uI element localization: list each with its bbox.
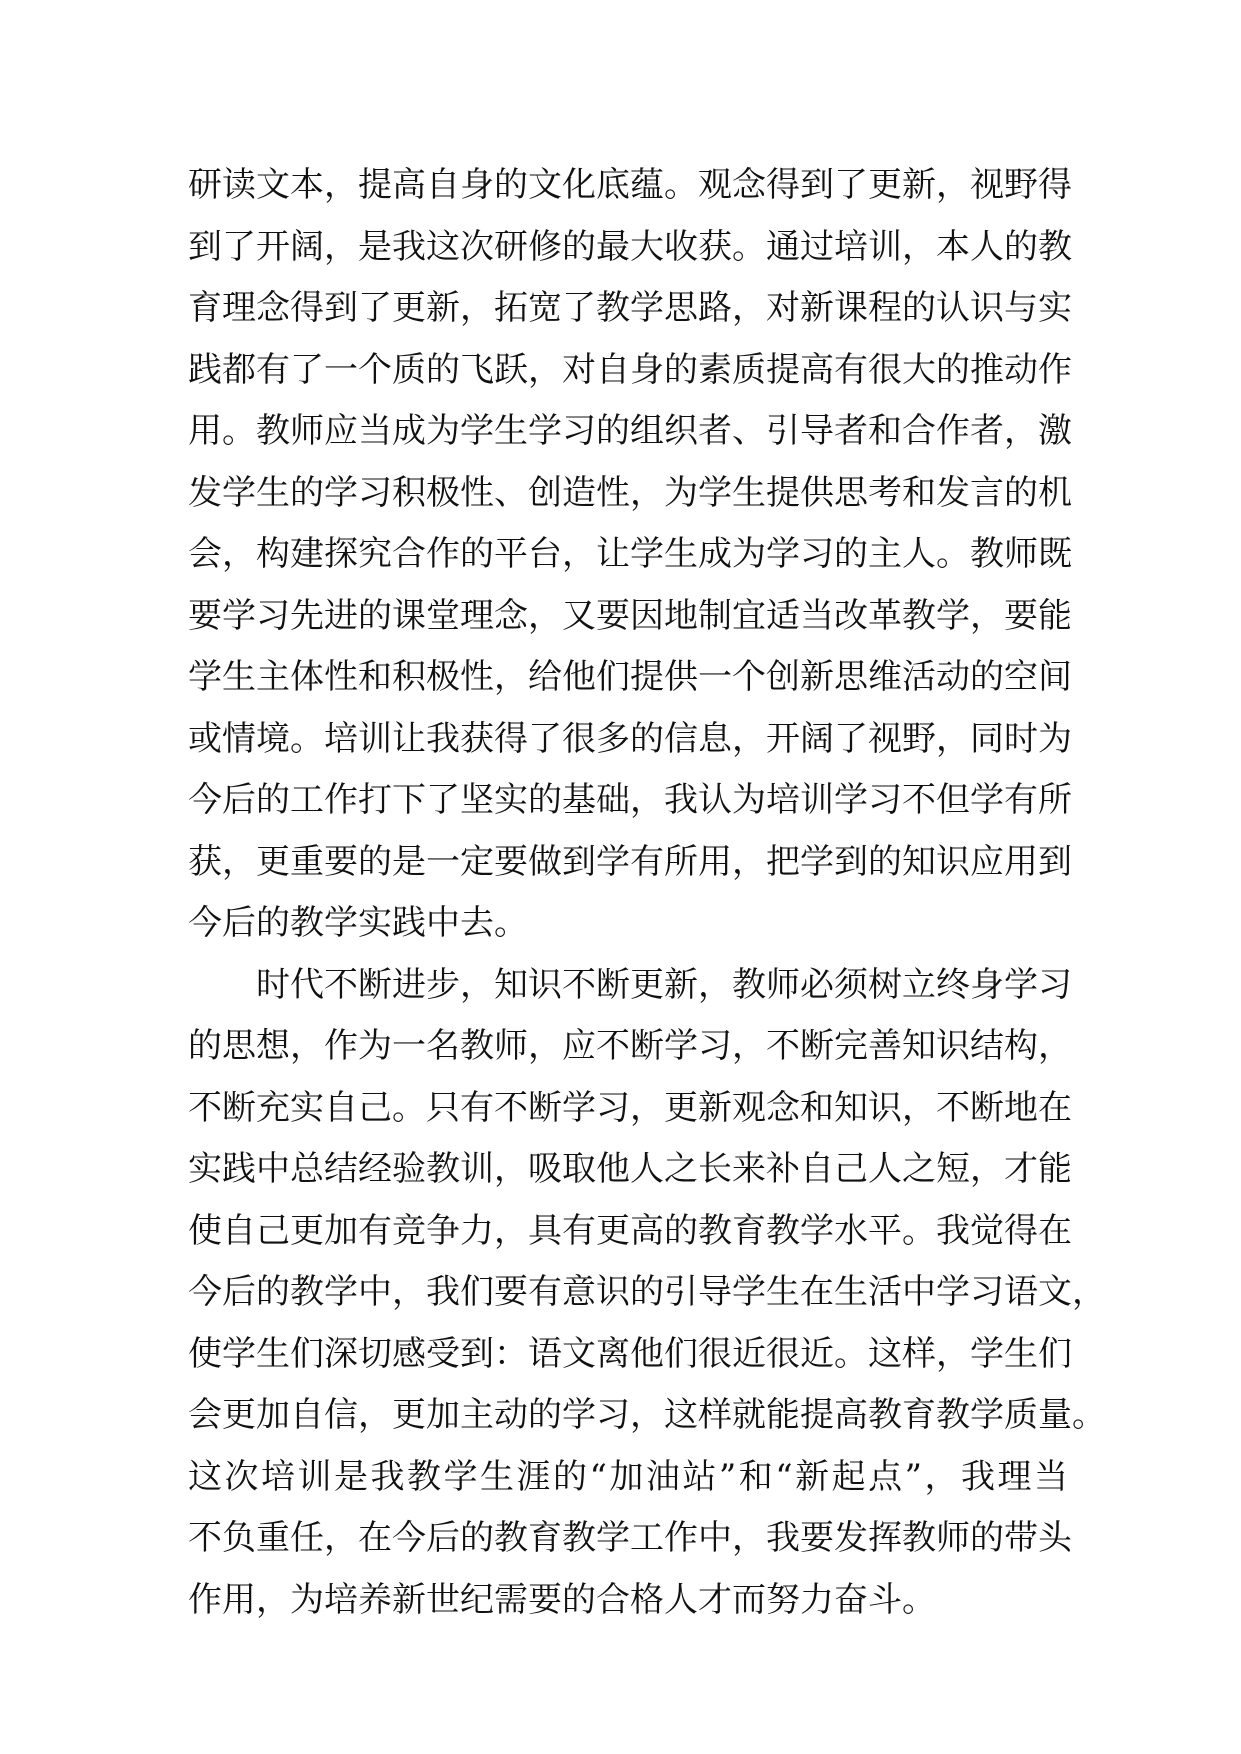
text-line: 会更加自信，更加主动的学习，这样就能提高教育教学质量。: [188, 1395, 1106, 1435]
text-line: 的思想，作为一名教师，应不断学习，不断完善知识结构，: [188, 1026, 1072, 1066]
paragraph-1: [188, 155, 1072, 955]
text-line: 时代不断进步，知识不断更新，教师必须树立终身学习: [256, 964, 1072, 1005]
text-line: 发学生的学习积极性、创造性，为学生提供思考和发言的机: [188, 472, 1072, 513]
text-line: 不断充实自己。只有不断学习，更新观念和知识，不断地在: [188, 1087, 1072, 1128]
text-line: 今后的教学中，我们要有意识的引导学生在生活中学习语文，: [188, 1272, 1106, 1312]
text-line: 育理念得到了更新，拓宽了教学思路，对新课程的认识与实: [188, 288, 1072, 328]
text-line: 或情境。培训让我获得了很多的信息，开阔了视野，同时为: [188, 718, 1072, 759]
text-line: 今后的教学实践中去。: [188, 903, 528, 943]
text-line: 研读文本，提高自身的文化底蕴。观念得到了更新，视野得: [188, 165, 1072, 205]
paragraph-2: [188, 955, 1106, 1632]
body-text: [188, 155, 1106, 1631]
text-line: 不负重任，在今后的教育教学工作中，我要发挥教师的带头: [188, 1518, 1072, 1558]
text-line: 今后的工作打下了坚实的基础，我认为培训学习不但学有所: [188, 780, 1072, 820]
text-line: 使学生们深切感受到：语文离他们很近很近。这样，学生们: [188, 1333, 1072, 1374]
text-line: 学生主体性和积极性，给他们提供一个创新思维活动的空间: [188, 657, 1072, 697]
text-line: 到了开阔，是我这次研修的最大收获。通过培训，本人的教: [188, 226, 1072, 267]
text-line: 会，构建探究合作的平台，让学生成为学习的主人。教师既: [188, 534, 1072, 574]
text-line: 获，更重要的是一定要做到学有所用，把学到的知识应用到: [188, 841, 1072, 882]
text-line: 实践中总结经验教训，吸取他人之长来补自己人之短，才能: [188, 1149, 1072, 1189]
text-line: 这次培训是我教学生涯的“加油站”和“新起点”，我理当: [188, 1456, 1068, 1497]
text-line: 要学习先进的课堂理念，又要因地制宜适当改革教学，要能: [188, 595, 1072, 636]
text-line: 用。教师应当成为学生学习的组织者、引导者和合作者，激: [188, 411, 1072, 451]
text-line: 使自己更加有竞争力，具有更高的教育教学水平。我觉得在: [188, 1210, 1072, 1251]
text-line: 作用，为培养新世纪需要的合格人才而努力奋斗。: [188, 1579, 936, 1620]
text-line: 践都有了一个质的飞跃，对自身的素质提高有很大的推动作: [188, 349, 1072, 390]
